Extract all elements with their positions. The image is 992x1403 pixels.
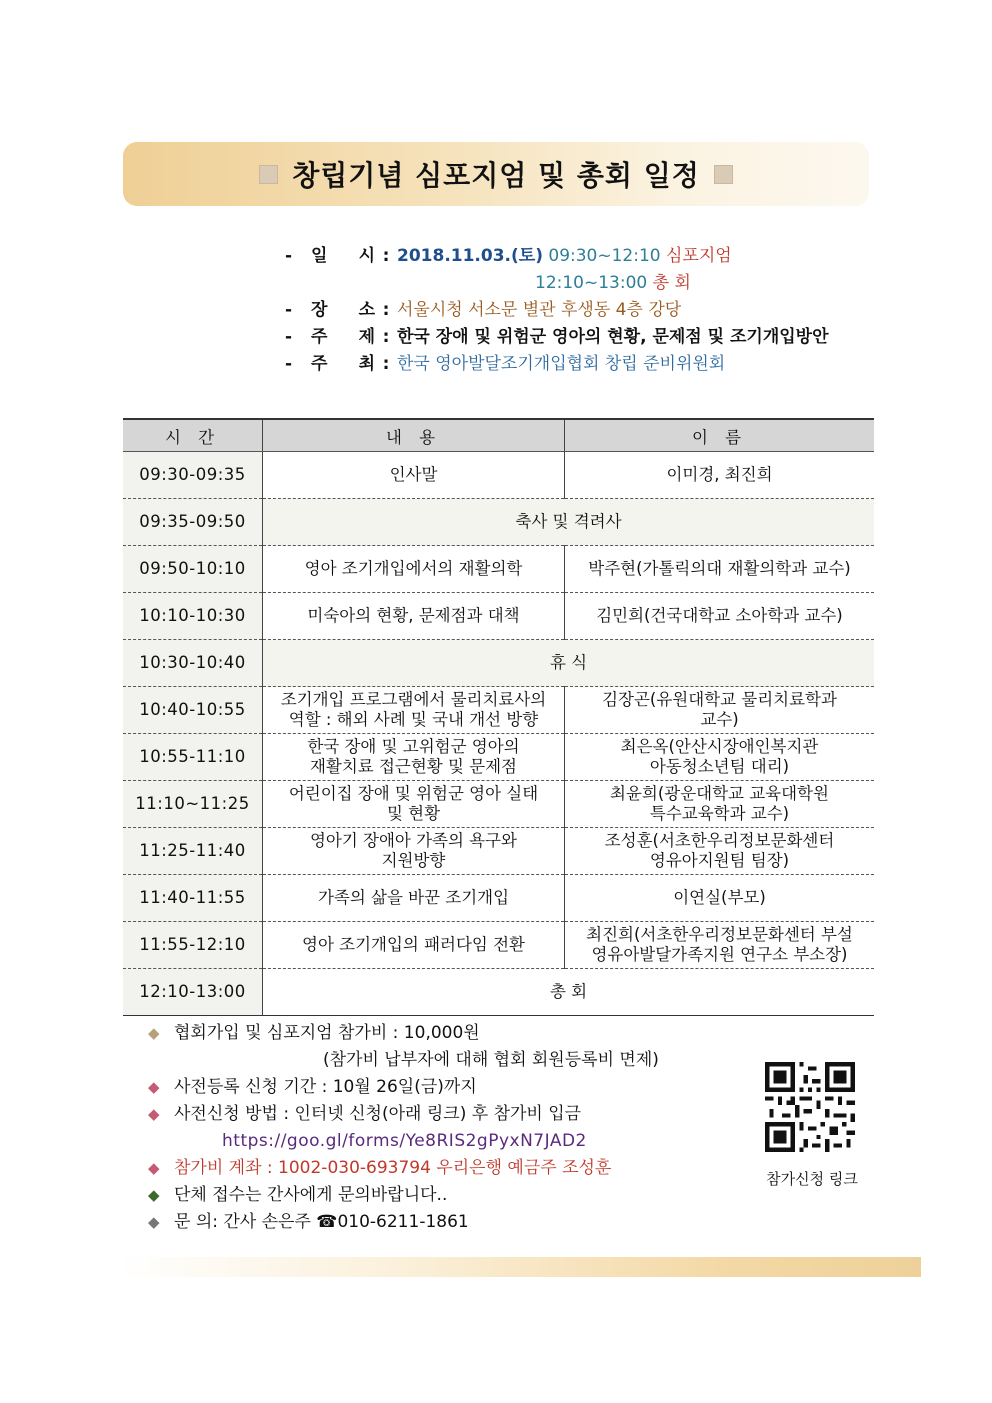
square-bullet-icon	[259, 165, 278, 184]
row-speaker: 이미경, 최진희	[565, 452, 875, 499]
row-content: 미숙아의 현황, 문제점과 대책	[263, 593, 565, 640]
page-title: 창립기념 심포지엄 및 총회 일정	[292, 159, 700, 192]
info-label-date: 일 시	[311, 246, 375, 266]
row-content: 영아 조기개입의 패러다임 전환	[263, 922, 565, 969]
row-content: 한국 장애 및 고위험군 영아의 재활치료 접근현황 및 문제점	[263, 734, 565, 781]
header-time: 시 간	[123, 419, 263, 452]
event-date: 2018.11.03.(토)	[397, 246, 543, 266]
table-row	[123, 781, 874, 828]
note-fee: ◆ 협회가입 및 심포지엄 참가비 : 10,000원	[148, 1020, 659, 1047]
event-host: 한국 영아발달조기개입협회 창립 준비위원회	[397, 354, 726, 374]
table-row	[123, 593, 874, 640]
info-row-host: - 주 최 : 한국 영아발달조기개입협회 창립 준비위원회	[285, 351, 829, 378]
info-row-theme: - 주 제 : 한국 장애 및 위험군 영아의 현황, 문제점 및 조기개입방안	[285, 324, 829, 351]
row-speaker: 최은옥(안산시장애인복지관 아동청소년팀 대리)	[565, 734, 875, 781]
row-speaker: 김민희(건국대학교 소아학과 교수)	[565, 593, 875, 640]
table-row	[123, 828, 874, 875]
info-row-date2	[285, 270, 829, 297]
info-row-date: - 일 시 : 2018.11.03.(토) 09:30~12:10 심포지엄	[285, 243, 829, 270]
row-time: 09:30-09:35	[123, 452, 263, 499]
symposium-time: 09:30~12:10	[548, 246, 661, 266]
note-account: ◆ 참가비 계좌 : 1002-030-693794 우리은행 예금주 조성훈	[148, 1155, 659, 1182]
row-time: 10:40-10:55	[123, 687, 263, 734]
row-content: 조기개입 프로그램에서 물리치료사의 역할 : 해외 사례 및 국내 개선 방향	[263, 687, 565, 734]
square-bullet-icon	[714, 165, 733, 184]
row-time: 11:55-12:10	[123, 922, 263, 969]
table-row	[123, 875, 874, 922]
row-time: 11:40-11:55	[123, 875, 263, 922]
note-contact: ◆ 문 의: 간사 손은주 ☎010-6211-1861	[148, 1209, 659, 1236]
symposium-label: 심포지엄	[666, 246, 732, 266]
row-time: 11:25-11:40	[123, 828, 263, 875]
row-merged: 휴 식	[263, 640, 875, 687]
event-info	[285, 243, 829, 378]
row-merged: 축사 및 격려사	[263, 499, 875, 546]
row-speaker: 김장곤(유원대학교 물리치료학과 교수)	[565, 687, 875, 734]
assembly-label: 총 회	[652, 273, 691, 293]
table-row	[123, 922, 874, 969]
row-speaker: 이연실(부모)	[565, 875, 875, 922]
table-row	[123, 452, 874, 499]
row-time: 10:55-11:10	[123, 734, 263, 781]
row-time: 09:35-09:50	[123, 499, 263, 546]
row-content: 영아 조기개입에서의 재활의학	[263, 546, 565, 593]
diamond-bullet-icon: ◆	[148, 1105, 160, 1123]
row-speaker: 최윤희(광운대학교 교육대학원 특수교육학과 교수)	[565, 781, 875, 828]
row-content: 어린이집 장애 및 위험군 영아 실태 및 현황	[263, 781, 565, 828]
table-row	[123, 687, 874, 734]
note-fee-sub: (참가비 납부자에 대해 협회 회원등록비 면제)	[323, 1050, 659, 1070]
row-speaker: 박주현(가톨릭의대 재활의학과 교수)	[565, 546, 875, 593]
header-name: 이 름	[565, 419, 875, 452]
table-row	[123, 969, 874, 1016]
row-time: 10:10-10:30	[123, 593, 263, 640]
header-content: 내 용	[263, 419, 565, 452]
assembly-time: 12:10~13:00	[535, 273, 648, 293]
row-speaker: 조성훈(서초한우리정보문화센터 영유아지원팀 팀장)	[565, 828, 875, 875]
table-row	[123, 734, 874, 781]
row-content: 가족의 삶을 바꾼 조기개입	[263, 875, 565, 922]
note-group: ◆ 단체 접수는 간사에게 문의바랍니다..	[148, 1182, 659, 1209]
diamond-bullet-icon: ◆	[148, 1078, 160, 1096]
qr-caption: 참가신청 링크	[766, 1170, 858, 1188]
table-row	[123, 546, 874, 593]
row-merged: 총 회	[263, 969, 875, 1016]
table-row	[123, 640, 874, 687]
footer-bar	[118, 1257, 921, 1277]
info-row-place: - 장 소 : 서울시청 서소문 별관 후생동 4층 강당	[285, 297, 829, 324]
row-content: 인사말	[263, 452, 565, 499]
event-place: 서울시청 서소문 별관 후생동 4층 강당	[397, 300, 682, 320]
diamond-bullet-icon: ◆	[148, 1159, 160, 1177]
row-time: 11:10~11:25	[123, 781, 263, 828]
notes	[148, 1020, 659, 1236]
diamond-bullet-icon: ◆	[148, 1024, 160, 1042]
note-method: ◆ 사전신청 방법 : 인터넷 신청(아래 링크) 후 참가비 입금	[148, 1101, 659, 1128]
row-content: 영아기 장애아 가족의 욕구와 지원방향	[263, 828, 565, 875]
diamond-bullet-icon: ◆	[148, 1213, 160, 1231]
table-row	[123, 499, 874, 546]
note-period: ◆ 사전등록 신청 기간 : 10월 26일(금)까지	[148, 1074, 659, 1101]
event-theme: 한국 장애 및 위험군 영아의 현황, 문제점 및 조기개입방안	[397, 327, 829, 347]
schedule-table	[123, 418, 874, 1016]
diamond-bullet-icon: ◆	[148, 1186, 160, 1204]
qr-code-icon[interactable]	[765, 1062, 855, 1152]
row-time: 09:50-10:10	[123, 546, 263, 593]
registration-link[interactable]: https://goo.gl/forms/Ye8RIS2gPyxN7JAD2	[222, 1131, 587, 1151]
title-banner	[123, 142, 869, 206]
row-speaker: 최진희(서초한우리정보문화센터 부설 영유아발달가족지원 연구소 부소장)	[565, 922, 875, 969]
row-time: 12:10-13:00	[123, 969, 263, 1016]
row-time: 10:30-10:40	[123, 640, 263, 687]
